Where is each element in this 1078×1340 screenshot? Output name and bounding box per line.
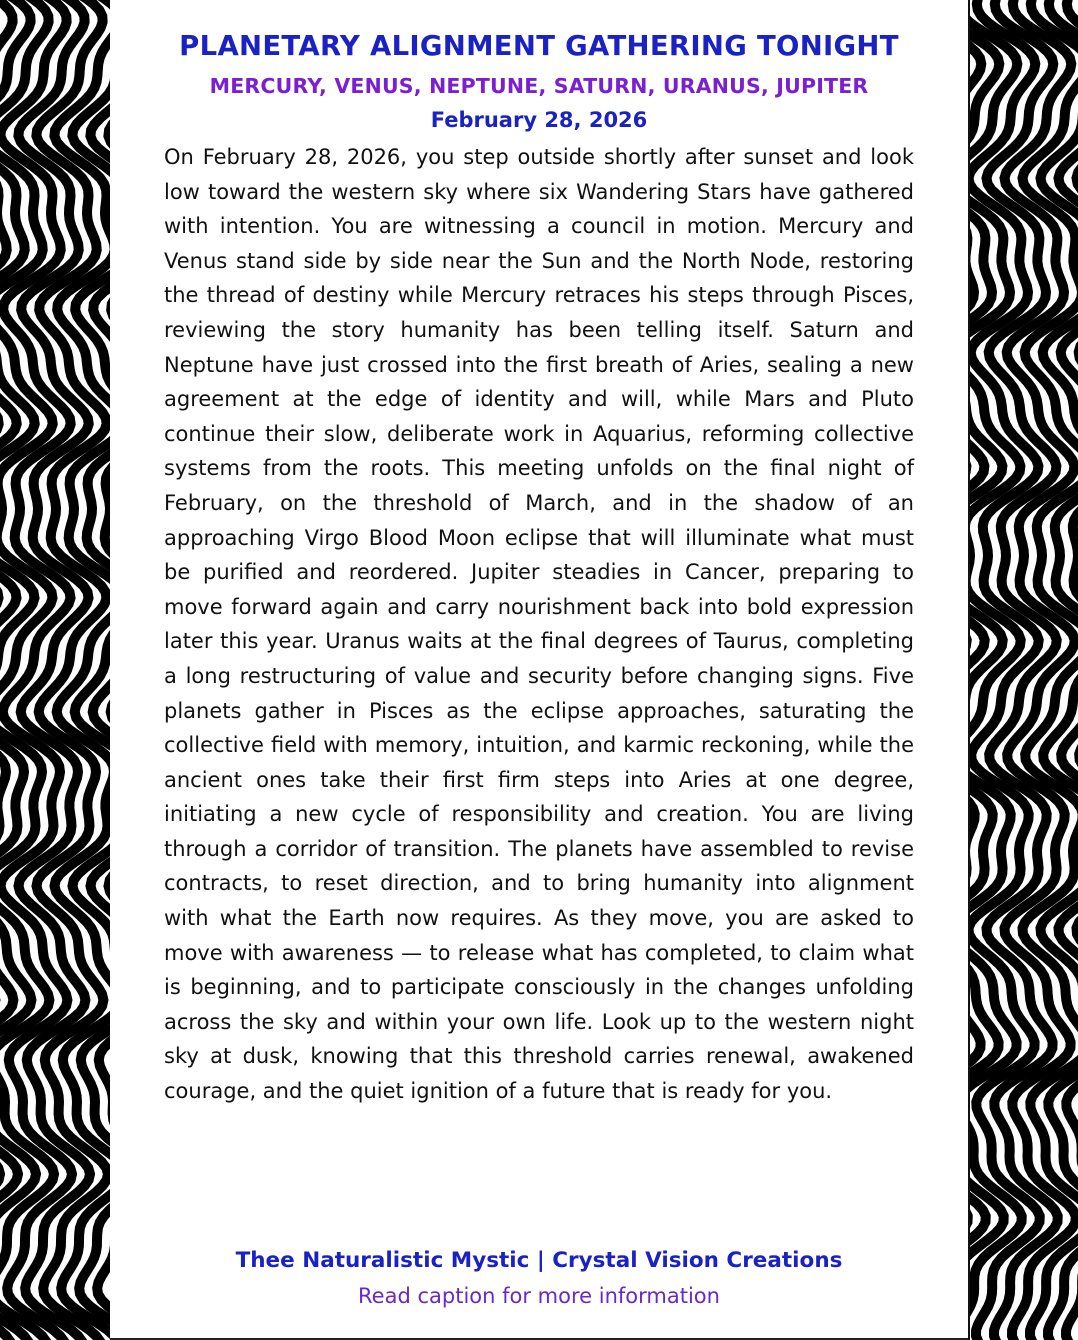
text-panel	[110, 0, 968, 1340]
brand-credit: Thee Naturalistic Mystic | Crystal Vision Creations	[235, 1248, 843, 1273]
wavy-stripes-pattern-right	[968, 0, 1078, 1340]
caption-note: Read caption for more information	[358, 1284, 720, 1308]
left-op-art-border	[0, 0, 110, 1340]
page-title: PLANETARY ALIGNMENT GATHERING TONIGHT	[179, 30, 899, 62]
frame-divider	[968, 0, 970, 1340]
event-date: February 28, 2026	[430, 108, 648, 132]
article-body: On February 28, 2026, you step outside shortly after sunset and look low toward the western sky where six Wandering Stars have gathered with intention. You are witnessing a council in motion. Mercury and Venus stand side by side near the Sun and the North Node, restoring the thread of destiny while Mercury retraces his steps through Pisces, reviewing the story humanity has been telling itself. Saturn and Neptune have just crossed into the first breath of Aries, sealing a new agreement at the edge of identity and will, while Mars and Pluto continue their slow, deliberate work in Aquarius, reforming collective systems from the roots. This meeting unfolds on the final night of February, on the threshold of March, and in the shadow of an approaching Virgo Blood Moon eclipse that will illuminate what must be purified and reordered. Jupiter steadies in Cancer, preparing to move forward again and carry nourishment back into bold expression later this year. Uranus waits at the final degrees of Taurus, completing a long restructuring of value and security before changing signs. Five planets gather in Pisces as the eclipse approaches, saturating the collective field with memory, intuition, and karmic reckoning, while the ancient ones take their first firm steps into Aries at one degree, initiating a new cycle of responsibility and creation. You are living through a corridor of transition. The planets have assembled to revise contracts, to reset direction, and to bring humanity into alignment with what the Earth now requires. As they move, you are asked to move with awareness — to release what has completed, to claim what is beginning, and to participate consciously in the changes unfolding across the sky and within your own life. Look up to the western night sky at dusk, knowing that this threshold carries renewal, awakened courage, and the quiet ignition of a future that is ready for you.	[164, 145, 914, 1104]
wavy-stripes-pattern-left	[0, 0, 110, 1340]
planet-list-subtitle: MERCURY, VENUS, NEPTUNE, SATURN, URANUS, JUPITER	[209, 74, 869, 98]
right-op-art-border	[968, 0, 1078, 1340]
